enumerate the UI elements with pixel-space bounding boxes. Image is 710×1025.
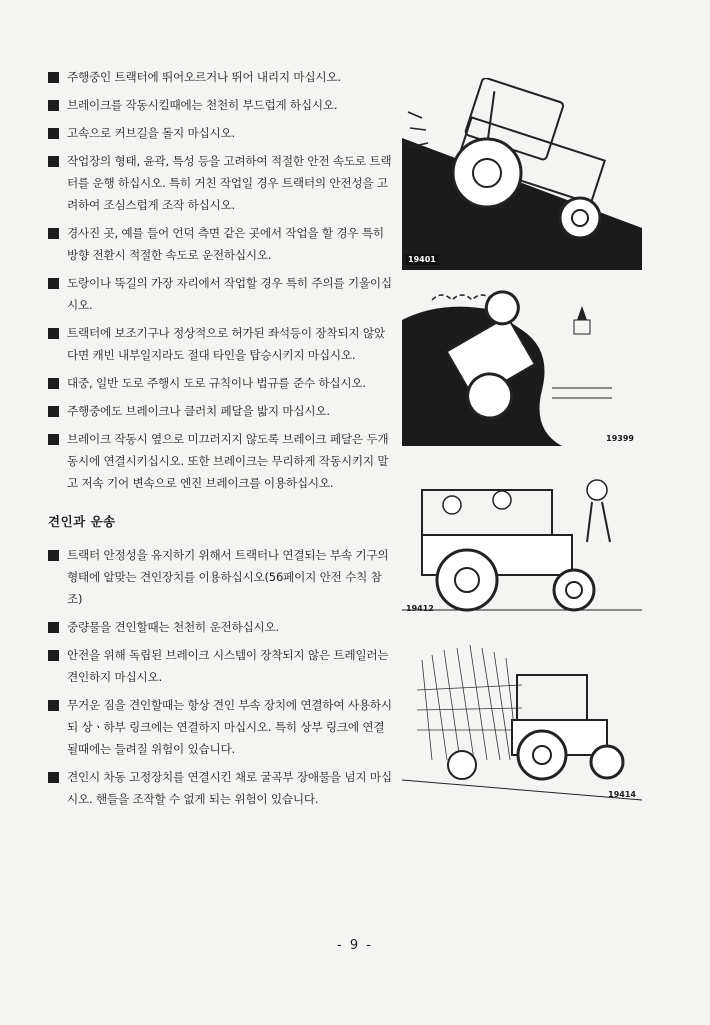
figure-tractor-ditch <box>402 280 642 446</box>
figure-tractor-slope <box>402 78 642 270</box>
safety-item-text: 주행중인 트랙터에 뛰어오르거나 뛰어 내리지 마십시오. <box>67 70 341 84</box>
safety-item <box>48 272 393 316</box>
safety-item <box>48 372 393 394</box>
safety-item-text: 대중, 일반 도로 주행시 도로 규칙이나 법규를 준수 하십시오. <box>67 376 366 390</box>
safety-item-text: 트랙터에 보조기구나 정상적으로 허가된 좌석등이 장착되지 않았다면 캐빈 내부일지라도 절대 타인을 탑승시키지 마십시오. <box>67 326 385 362</box>
page-number: - 9 - <box>337 938 373 953</box>
towing-item <box>48 766 393 810</box>
bullet-square-icon <box>48 550 59 561</box>
safety-item <box>48 222 393 266</box>
bullet-square-icon <box>48 328 59 339</box>
figure-tractor-hay <box>402 630 642 805</box>
safety-item <box>48 322 393 366</box>
towing-item-text: 트랙터 안정성을 유지하기 위해서 트랙터나 연결되는 부속 기구의 형태에 알맞는 견인장치를 이용하십시오(56페이지 안전 수칙 참조) <box>67 548 389 606</box>
tractor-passengers-illustration <box>402 460 642 618</box>
bullet-square-icon <box>48 772 59 783</box>
towing-item <box>48 694 393 760</box>
bullet-square-icon <box>48 378 59 389</box>
towing-item-text: 안전을 위해 독립된 브레이크 시스템이 장착되지 않은 트레일러는 견인하지 마십시오. <box>67 648 389 684</box>
bullet-square-icon <box>48 156 59 167</box>
bullet-square-icon <box>48 228 59 239</box>
safety-item-text: 브레이크를 작동시킬때에는 천천히 부드럽게 하십시오. <box>67 98 338 112</box>
text-column <box>48 66 393 816</box>
safety-item-text: 브레이크 작동시 옆으로 미끄러지지 않도록 브레이크 페달은 두개 동시에 연결시키십시오. 또한 브레이크는 무리하게 작동시키지 말고 저속 기어 변속으로 엔진 브레이크를 이용하십시오. <box>67 432 389 490</box>
bullet-square-icon <box>48 128 59 139</box>
towing-item <box>48 644 393 688</box>
safety-item-text: 작업장의 형태, 윤곽, 특성 등을 고려하여 적절한 안전 속도로 트랙터를 운행 하십시오. 특히 거친 작업일 경우 트랙터의 안전성을 고려하여 조심스럽게 조작 하십시오. <box>67 154 392 212</box>
safety-item-text: 주행중에도 브레이크나 클러치 페달을 밟지 마십시오. <box>67 404 330 418</box>
safety-item <box>48 66 393 88</box>
tractor-ditch-illustration <box>402 280 642 446</box>
towing-item <box>48 544 393 610</box>
figure-tractor-passengers <box>402 460 642 618</box>
bullet-square-icon <box>48 434 59 445</box>
bullet-square-icon <box>48 406 59 417</box>
figure-number: 19412 <box>406 604 434 613</box>
bullet-square-icon <box>48 700 59 711</box>
safety-item <box>48 122 393 144</box>
safety-item-text: 도랑이나 뚝길의 가장 자리에서 작업할 경우 특히 주의를 기울이십시오. <box>67 276 392 312</box>
bullet-square-icon <box>48 100 59 111</box>
towing-item-text: 견인시 차동 고정장치를 연결시킨 채로 굴곡부 장애물을 넘지 마십시오. 핸들을 조작할 수 없게 되는 위험이 있습니다. <box>67 770 392 806</box>
safety-item <box>48 400 393 422</box>
bullet-square-icon <box>48 650 59 661</box>
bullet-square-icon <box>48 278 59 289</box>
towing-item-text: 무거운 짐을 견인할때는 항상 견인 부속 장치에 연결하여 사용하시되 상ㆍ하부 링크에는 연결하지 마십시오. 특히 상부 링크에 연결될때에는 들려질 위험이 있습니다. <box>67 698 392 756</box>
section-title: 견인과 운송 <box>48 514 116 529</box>
safety-item <box>48 150 393 216</box>
bullet-square-icon <box>48 72 59 83</box>
safety-item-text: 고속으로 커브길을 돌지 마십시오. <box>67 126 235 140</box>
safety-item <box>48 428 393 494</box>
towing-item <box>48 616 393 638</box>
tractor-hay-illustration <box>402 630 642 805</box>
safety-item <box>48 94 393 116</box>
towing-item-text: 중량물을 견인할때는 천천히 운전하십시오. <box>67 620 279 634</box>
safety-item-text: 경사진 곳, 예를 들어 언덕 측면 같은 곳에서 작업을 할 경우 특히 방향 전환시 적절한 속도로 운전하십시오. <box>67 226 384 262</box>
figure-number: 19414 <box>608 790 636 799</box>
figure-number: 19399 <box>606 434 634 443</box>
tractor-slope-illustration <box>402 78 642 270</box>
bullet-square-icon <box>48 622 59 633</box>
figure-number: 19401 <box>405 254 439 265</box>
